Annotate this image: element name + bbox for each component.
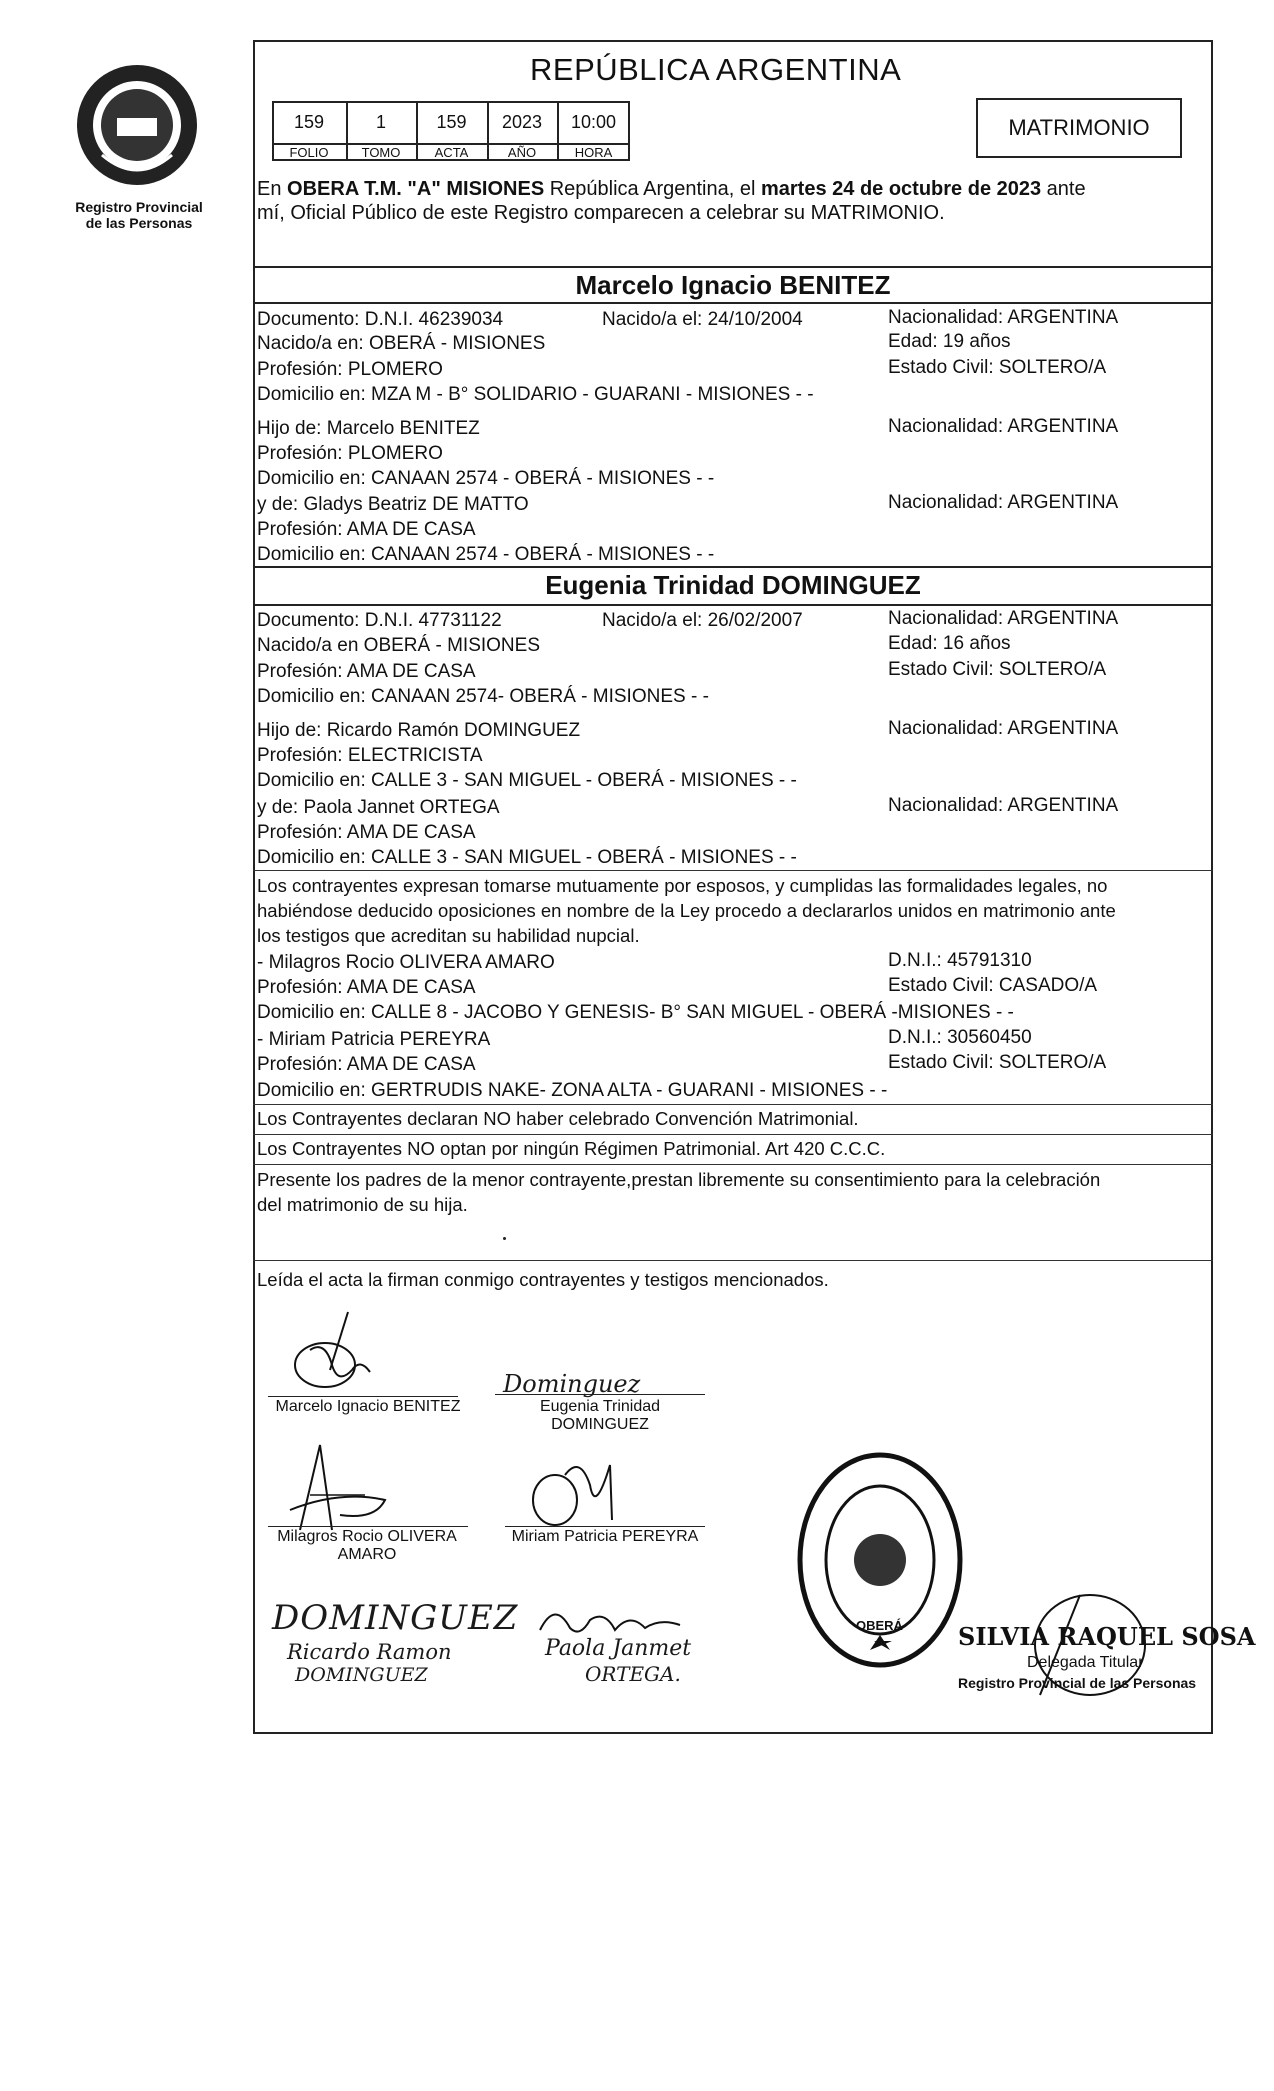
signature-line [268,1526,468,1527]
section-divider [253,870,1213,871]
spouse2-profesion: Profesión: AMA DE CASA [257,661,476,682]
spouse2-estado-civil: Estado Civil: SOLTERO/A [888,659,1107,680]
spouse1-nacido-en: Nacido/a en: OBERÁ - MISIONES [257,333,546,354]
spouse2-father-nacionalidad: Nacionalidad: ARGENTINA [888,718,1119,739]
signature-line [495,1394,705,1395]
section-divider [253,302,1213,304]
folio-value: 159 [293,112,325,132]
signature-line [505,1526,705,1527]
stamp-city: OBERÁ [856,1618,903,1633]
spouse1-father-nacionalidad: Nacionalidad: ARGENTINA [888,416,1119,437]
witness1-estado-civil: Estado Civil: CASADO/A [888,975,1098,996]
signature-eugenia-handwriting: Dominguez [503,1370,641,1398]
section-divider [253,604,1213,606]
spouse2-father: Hijo de: Ricardo Ramón DOMINGUEZ [257,720,581,741]
spouse1-father: Hijo de: Marcelo BENITEZ [257,418,480,439]
tomo-label: TOMO [361,145,401,160]
signature-milagros-scribble [270,1440,400,1535]
witness1-dni: D.N.I.: 45791310 [888,950,1032,971]
spouse1-estado-civil: Estado Civil: SOLTERO/A [888,357,1107,378]
acta-label: ACTA [434,145,469,160]
spouse1-nacido-el: Nacido/a el: 24/10/2004 [602,309,803,330]
witness2-dni: D.N.I.: 30560450 [888,1027,1032,1048]
spouse1-name: Marcelo Ignacio BENITEZ [575,270,891,300]
signature-paola-name-line1: Paola Janmet [545,1636,692,1661]
section-divider [253,1104,1213,1105]
section-divider [253,566,1213,568]
witness2-domicilio: Domicilio en: GERTRUDIS NAKE- ZONA ALTA - GUARANI - MISIONES - - [257,1080,888,1101]
witness2-estado-civil: Estado Civil: SOLTERO/A [888,1052,1107,1073]
spouse1-edad: Edad: 19 años [888,331,1011,352]
spouse2-father-profesion: Profesión: ELECTRICISTA [257,745,483,766]
spouse2-edad: Edad: 16 años [888,633,1011,654]
section-divider [253,1164,1213,1165]
provincial-seal [72,60,202,190]
closing-text: Leída el acta la firman conmigo contrayentes y testigos mencionados. [257,1269,829,1290]
witness2-name: - Miriam Patricia PEREYRA [257,1029,491,1050]
spouse1-mother-profesion: Profesión: AMA DE CASA [257,519,476,540]
signature-miriam-scribble [520,1445,630,1530]
signature-miriam-label: Miriam Patricia PEREYRA [511,1528,699,1545]
acta-value: 159 [436,112,467,132]
intro-line-1: En OBERA T.M. "A" MISIONES República Argentina, el martes 24 de octubre de 2023 ante [257,178,1086,200]
witness2-profesion: Profesión: AMA DE CASA [257,1054,476,1075]
spouse1-mother-domicilio: Domicilio en: CANAAN 2574 - OBERÁ - MISIONES - - [257,544,715,565]
section-divider [253,1134,1213,1135]
registry-stamp [795,1450,965,1670]
signature-milagros-label: Milagros Rocio OLIVERA AMARO [277,1528,457,1563]
spouse1-profesion: Profesión: PLOMERO [257,359,443,380]
spouse1-father-domicilio: Domicilio en: CANAAN 2574 - OBERÁ - MISIONES - - [257,468,715,489]
section-divider [253,266,1213,268]
witness1-name: - Milagros Rocio OLIVERA AMARO [257,952,555,973]
official-title: Delegada Titular [1027,1654,1144,1671]
signature-line [268,1396,458,1397]
witness1-domicilio: Domicilio en: CALLE 8 - JACOBO Y GENESIS- B° SAN MIGUEL - OBERÁ -MISIONES - - [257,1002,1014,1023]
signature-marcelo-label: Marcelo Ignacio BENITEZ [275,1398,461,1415]
signature-eugenia-label: Eugenia Trinidad DOMINGUEZ [539,1398,661,1433]
spouse2-mother-nacionalidad: Nacionalidad: ARGENTINA [888,795,1119,816]
spouse1-mother-nacionalidad: Nacionalidad: ARGENTINA [888,492,1119,513]
signature-ricardo-name-line1: Ricardo Ramon [287,1640,452,1664]
declaration-line-1: Los contrayentes expresan tomarse mutuamente por esposos, y cumplidas las formalidades legales, no [257,875,1108,896]
section-divider [253,1260,1213,1261]
spouse2-mother: y de: Paola Jannet ORTEGA [257,797,500,818]
tomo-value: 1 [375,112,386,132]
spouse2-name: Eugenia Trinidad DOMINGUEZ [545,570,921,600]
witness1-profesion: Profesión: AMA DE CASA [257,977,476,998]
spouse2-domicilio: Domicilio en: CANAAN 2574- OBERÁ - MISIONES - - [257,686,709,707]
spouse1-domicilio: Domicilio en: MZA M - B° SOLIDARIO - GUARANI - MISIONES - - [257,384,814,405]
hora-value: 10:00 [570,112,617,132]
spouse2-nacido-el: Nacido/a el: 26/02/2007 [602,610,803,631]
consent-line-1: Presente los padres de la menor contrayente,prestan libremente su consentimiento para la celebración [257,1169,1101,1190]
spouse2-nacionalidad: Nacionalidad: ARGENTINA [888,608,1119,629]
dot-mark [503,1237,506,1240]
spouse1-father-profesion: Profesión: PLOMERO [257,443,443,464]
folio-label: FOLIO [289,145,329,160]
signature-marcelo-scribble [270,1310,390,1400]
act-type-label: MATRIMONIO [1008,115,1150,140]
country-title: REPÚBLICA ARGENTINA [530,52,902,87]
patrimonial-line-2: Los Contrayentes NO optan por ningún Régimen Patrimonial. Art 420 C.C.C. [257,1138,886,1159]
intro-place: OBERA T.M. "A" MISIONES [287,178,545,200]
patrimonial-line-1: Los Contrayentes declaran NO haber celebrado Convención Matrimonial. [257,1108,859,1129]
official-name: SILVIA RAQUEL SOSA [958,1622,1256,1651]
signature-paola-scribble [535,1600,685,1640]
spouse2-mother-domicilio: Domicilio en: CALLE 3 - SAN MIGUEL - OBERÁ - MISIONES - - [257,847,797,868]
spouse2-documento: Documento: D.N.I. 47731122 [257,610,502,631]
spouse1-mother: y de: Gladys Beatriz DE MATTO [257,494,529,515]
hora-label: HORA [574,145,613,160]
anio-value: 2023 [501,112,543,132]
spouse2-father-domicilio: Domicilio en: CALLE 3 - SAN MIGUEL - OBERÁ - MISIONES - - [257,770,797,791]
consent-line-2: del matrimonio de su hija. [257,1194,468,1215]
declaration-line-3: los testigos que acreditan su habilidad nupcial. [257,925,640,946]
signature-paola-name-line2: ORTEGA. [585,1662,681,1686]
spouse1-nacionalidad: Nacionalidad: ARGENTINA [888,307,1119,328]
declaration-line-2: habiéndose deducido oposiciones en nombre de la Ley procedo a declararlos unidos en matrimonio ante [257,900,1116,921]
intro-date: martes 24 de octubre de 2023 [760,178,1042,200]
signature-ricardo-handwriting: DOMINGUEZ [272,1598,519,1638]
spouse2-nacido-en: Nacido/a en OBERÁ - MISIONES [257,635,540,656]
anio-label: AÑO [507,145,537,160]
intro-line-2: mí, Oficial Público de este Registro comparecen a celebrar su MATRIMONIO. [257,202,945,224]
seal-caption: Registro Provincial de las Personas [75,199,203,231]
signature-ricardo-name-line2: DOMINGUEZ [295,1664,428,1686]
spouse2-mother-profesion: Profesión: AMA DE CASA [257,822,476,843]
official-office: Registro Provincial de las Personas [958,1675,1197,1691]
spouse1-documento: Documento: D.N.I. 46239034 [257,309,504,330]
act-type-box [976,98,1182,158]
